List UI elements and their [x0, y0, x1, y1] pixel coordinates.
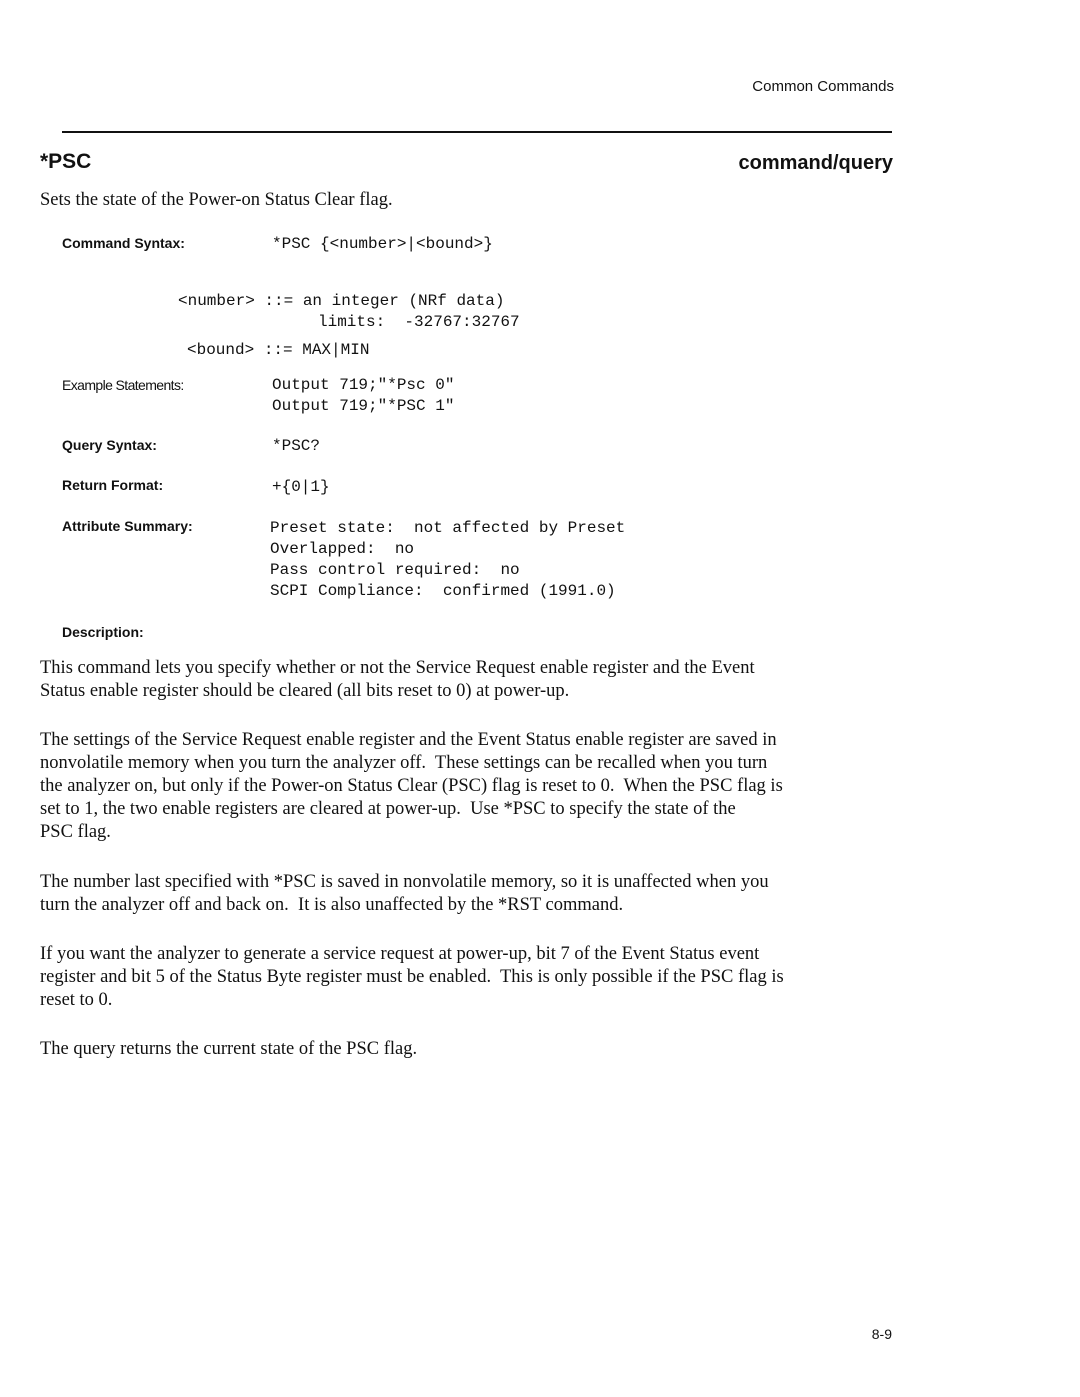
text-line: register and bit 5 of the Status Byte register must be enabled. This is only possible if the PSC flag is: [40, 967, 784, 987]
attribute-summary-label: Attribute Summary:: [62, 518, 193, 534]
number-limits: limits: -32767:32767: [318, 313, 520, 331]
text-line: The settings of the Service Request enable register and the Event Status enable register are saved in: [40, 730, 777, 750]
text-line: nonvolatile memory when you turn the analyzer off. These settings can be recalled when you turn: [40, 753, 768, 773]
command-syntax-value: *PSC {<number>|<bound>}: [272, 235, 493, 253]
example-line: Output 719;"*Psc 0": [272, 376, 455, 394]
command-title: *PSC: [40, 150, 92, 173]
command-syntax-label: Command Syntax:: [62, 235, 185, 251]
page-number: 8-9: [871, 1326, 892, 1342]
attribute-line: SCPI Compliance: confirmed (1991.0): [270, 582, 616, 600]
text-line: the analyzer on, but only if the Power-on Status Clear (PSC) flag is reset to 0. When the PSC flag is: [40, 776, 783, 796]
text-line: This command lets you specify whether or not the Service Request enable register and the Event: [40, 658, 755, 678]
section-header: Common Commands: [752, 78, 894, 95]
command-summary: Sets the state of the Power-on Status Clear flag.: [40, 190, 393, 210]
example-statements: [272, 375, 454, 417]
example-statements-label: Example Statements:: [62, 377, 184, 393]
command-type: command/query: [738, 152, 893, 174]
text-line: set to 1, the two enable registers are cleared at power-up. Use *PSC to specify the state of the: [40, 799, 736, 819]
return-format-label: Return Format:: [62, 477, 164, 493]
text-line: reset to 0.: [40, 990, 113, 1010]
text-line: The number last specified with *PSC is saved in nonvolatile memory, so it is unaffected when you: [40, 872, 769, 892]
text-line: PSC flag.: [40, 822, 111, 842]
bound-definition: <bound> ::= MAX|MIN: [187, 341, 370, 359]
description-paragraph: [40, 871, 900, 917]
description-paragraph: [40, 943, 900, 1012]
text-line: turn the analyzer off and back on. It is also unaffected by the *RST command.: [40, 895, 624, 915]
attribute-line: Overlapped: no: [270, 540, 415, 558]
query-syntax-label: Query Syntax:: [62, 437, 157, 453]
text-line: Status enable register should be cleared (all bits reset to 0) at power-up.: [40, 681, 570, 701]
attribute-line: Pass control required: no: [270, 561, 520, 579]
attribute-summary: [270, 518, 625, 602]
description-paragraph: [40, 657, 900, 703]
return-format-value: +{0|1}: [272, 478, 330, 496]
attribute-line: Preset state: not affected by Preset: [270, 519, 626, 537]
query-syntax-value: *PSC?: [272, 437, 321, 455]
text-line: The query returns the current state of the PSC flag.: [40, 1039, 418, 1059]
example-line: Output 719;"*PSC 1": [272, 397, 455, 415]
description-label: Description:: [62, 624, 144, 640]
number-definition: <number> ::= an integer (NRf data): [178, 292, 505, 310]
description-paragraph: [40, 1038, 900, 1061]
header-rule: [62, 131, 892, 133]
description-paragraph: [40, 729, 900, 844]
text-line: If you want the analyzer to generate a service request at power-up, bit 7 of the Event Status event: [40, 944, 760, 964]
